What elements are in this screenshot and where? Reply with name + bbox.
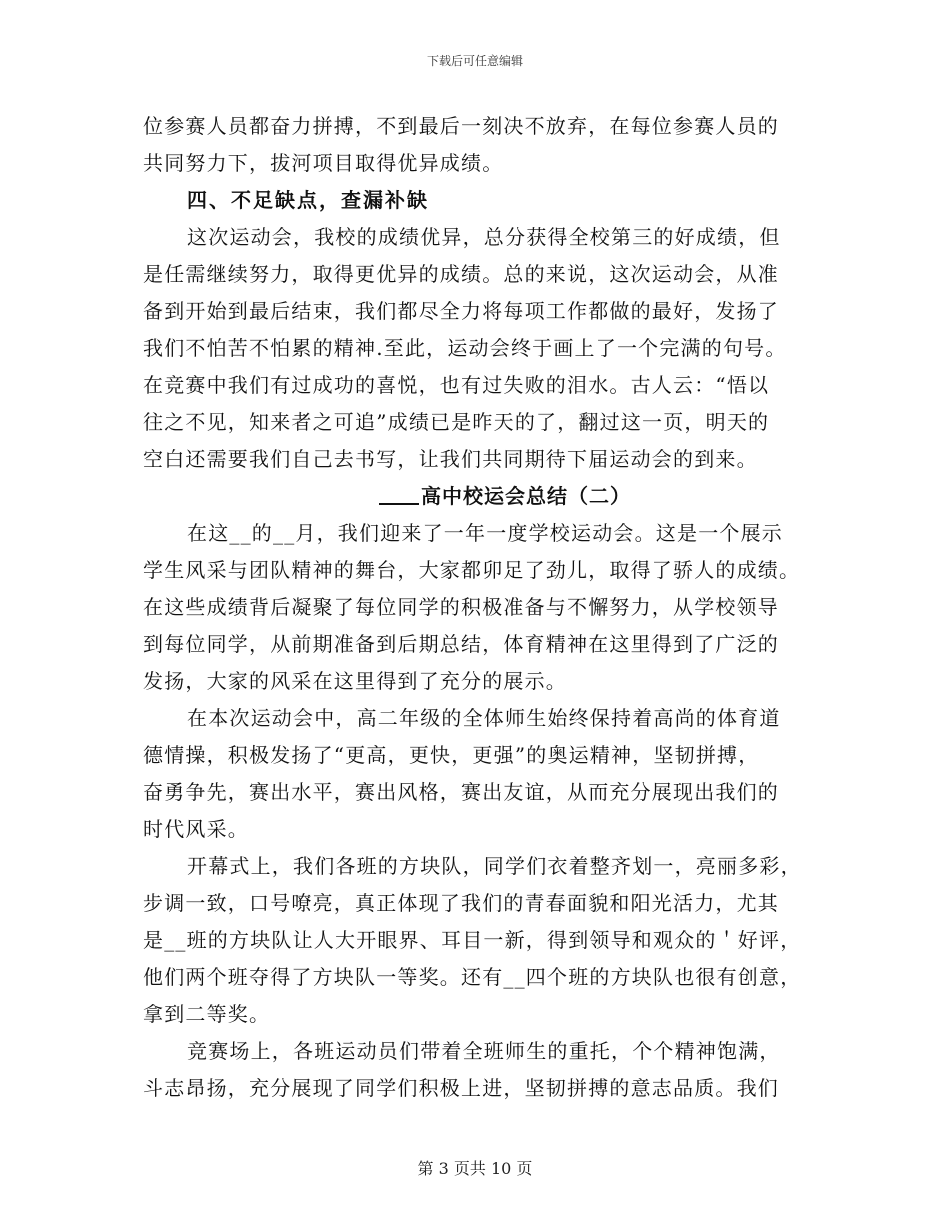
paragraph-line: 他们两个班夺得了方块队一等奖。还有__四个班的方块队也很有创意， <box>143 965 802 989</box>
paragraph-line: 在这些成绩背后凝聚了每位同学的积极准备与不懈努力，从学校领导 <box>143 595 779 619</box>
paragraph-line: 我们不怕苦不怕累的精神.至此，运动会终于画上了一个完满的句号。 <box>143 336 787 360</box>
paragraph-line: 在这__的__月，我们迎来了一年一度学校运动会。这是一个展示 <box>187 521 783 545</box>
paragraph-line: 备到开始到最后结束，我们都尽全力将每项工作都做的最好，发扬了 <box>143 299 779 323</box>
document-title-line <box>143 478 795 515</box>
paragraph-line: 斗志昂扬，充分展现了同学们积极上进，坚韧拼搏的意志品质。我们 <box>143 1076 779 1100</box>
paragraph-line: 是任需继续努力，取得更优异的成绩。总的来说，这次运动会，从准 <box>143 262 779 286</box>
paragraph-line: 共同努力下，拔河项目取得优异成绩。 <box>143 151 504 175</box>
page-footer: 第 3 页共 10 页 <box>417 1159 533 1178</box>
paragraph-line: 步调一致，口号嘹亮，真正体现了我们的青春面貌和阳光活力，尤其 <box>143 891 779 915</box>
document-body <box>143 108 802 1107</box>
paragraph-line: 空白还需要我们自己去书写，让我们共同期待下届运动会的到来。 <box>143 447 758 471</box>
paragraph-line: 时代风采。 <box>143 817 249 841</box>
paragraph-line: 德情操，积极发扬了“更高，更快，更强”的奥运精神，坚韧拼搏， <box>143 743 760 767</box>
document-title: 高中校运会总结（二） <box>421 484 631 508</box>
section-heading: 四、不足缺点，查漏补缺 <box>187 188 429 212</box>
paragraph-line: 位参赛人员都奋力拼搏，不到最后一刻决不放弃，在每位参赛人员的 <box>143 114 779 138</box>
paragraph-line: 竞赛场上，各班运动员们带着全班师生的重托，个个精神饱满， <box>187 1039 781 1063</box>
paragraph-line: 往之不见，知来者之可追”成绩已是昨天的了，翻过这一页，明天的 <box>143 410 770 434</box>
paragraph-line: 在竞赛中我们有过成功的喜悦，也有过失败的泪水。古人云：“悟以 <box>143 373 770 397</box>
page-header: 下载后可任意编辑 <box>426 54 523 68</box>
paragraph-line: 到每位同学，从前期准备到后期总结，体育精神在这里得到了广泛的 <box>143 632 779 656</box>
paragraph-line: 奋勇争先，赛出水平，赛出风格，赛出友谊，从而充分展现出我们的 <box>143 780 779 804</box>
paragraph-line: 发扬，大家的风采在这里得到了充分的展示。 <box>143 669 567 693</box>
paragraph-line: 是__班的方块队让人大开眼界、耳目一新，得到领导和观众的＇好评， <box>143 928 802 952</box>
title-blank-underline <box>379 481 419 505</box>
paragraph-line: 拿到二等奖。 <box>143 1002 271 1026</box>
paragraph-line: 开幕式上，我们各班的方块队，同学们衣着整齐划一，亮丽多彩， <box>187 854 802 878</box>
paragraph-line: 学生风采与团队精神的舞台，大家都卯足了劲儿，取得了骄人的成绩。 <box>143 558 801 582</box>
paragraph-line: 在本次运动会中，高二年级的全体师生始终保持着高尚的体育道 <box>187 706 781 730</box>
paragraph-line: 这次运动会，我校的成绩优异，总分获得全校第三的好成绩，但 <box>187 225 781 249</box>
